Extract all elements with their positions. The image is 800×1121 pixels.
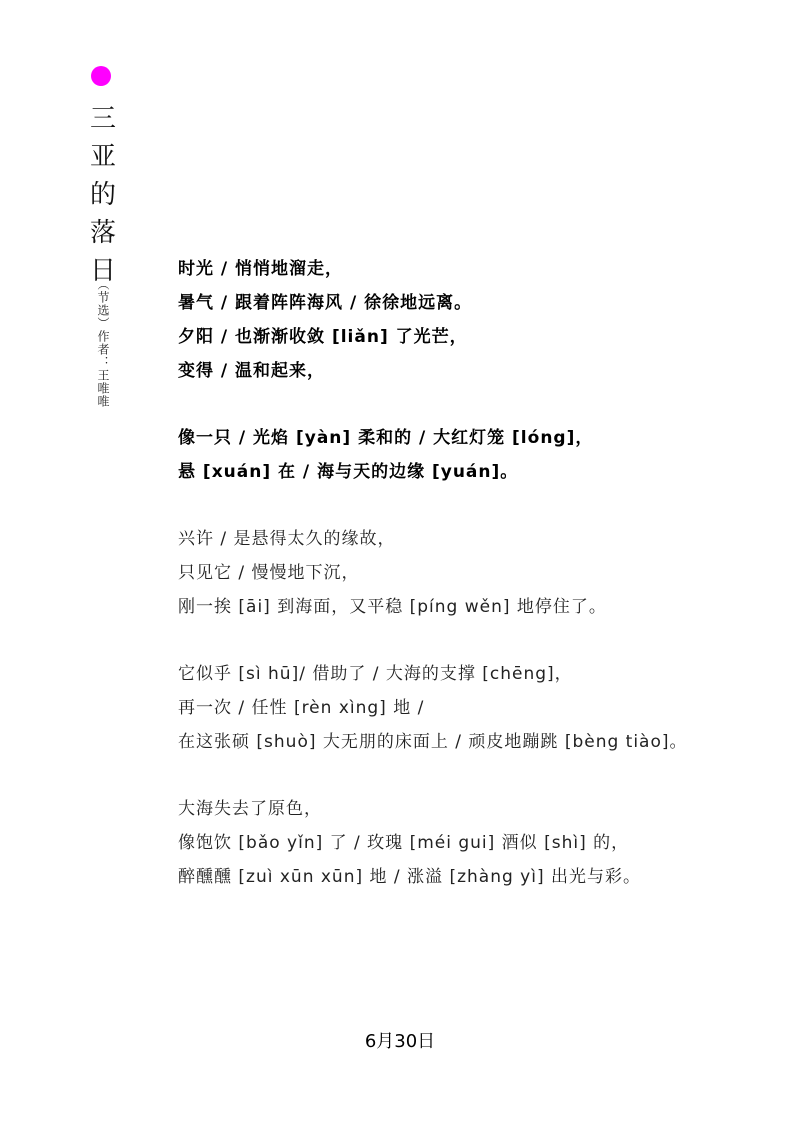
poem-line: 醉醺醺 [zuì xūn xūn] 地 / 涨溢 [zhàng yì] 出光与彩。: [178, 867, 641, 887]
poem-line: 大海失去了原色，: [178, 799, 322, 819]
stanza: [178, 792, 758, 894]
poem-line: 它似乎 [sì hū]/ 借助了 / 大海的支撑 [chēng]，: [178, 664, 573, 684]
title-char: 日: [89, 256, 116, 286]
poem-line: 时光 / 悄悄地溜走，: [178, 259, 344, 279]
stanza: [178, 657, 758, 759]
subtitle-text: （节选）作者：王唯唯: [96, 278, 110, 408]
title-char: 三: [89, 104, 116, 134]
date-label: 6月30日: [364, 1031, 436, 1052]
poem-subtitle: [96, 278, 110, 408]
poem-line: 在这张硕 [shuò] 大无朋的床面上 / 顽皮地蹦跳 [bèng tiào]。: [178, 732, 688, 752]
poem-line: 像饱饮 [bǎo yǐn] 了 / 玫瑰 [méi gui] 酒似 [shì] 的，: [178, 833, 630, 853]
title-char: 的: [89, 180, 116, 210]
poem-line: 再一次 / 任性 [rèn xìng] 地 /: [178, 698, 425, 718]
stanza: [178, 421, 758, 489]
poem-line: 只见它 / 慢慢地下沉，: [178, 563, 360, 583]
stanza: [178, 252, 758, 388]
poem-body: [178, 252, 758, 927]
title-char: 落: [89, 218, 116, 248]
poem-title: [88, 100, 118, 290]
poem-line: 暑气 / 跟着阵阵海风 / 徐徐地远离。: [178, 293, 473, 313]
poem-line: 兴许 / 是悬得太久的缘故，: [178, 529, 396, 549]
poem-line: 悬 [xuán] 在 / 海与天的边缘 [yuán]。: [178, 462, 519, 482]
title-char: 亚: [89, 142, 116, 172]
poem-line: 夕阳 / 也渐渐收敛 [liǎn] 了光芒，: [178, 327, 468, 347]
poem-line: 刚一挨 [āi] 到海面，又平稳 [píng wěn] 地停住了。: [178, 597, 607, 617]
poem-line: 像一只 / 光焰 [yàn] 柔和的 / 大红灯笼 [lóng]，: [178, 428, 594, 448]
stanza: [178, 522, 758, 624]
accent-dot: [91, 66, 111, 86]
poem-line: 变得 / 温和起来，: [178, 361, 326, 381]
